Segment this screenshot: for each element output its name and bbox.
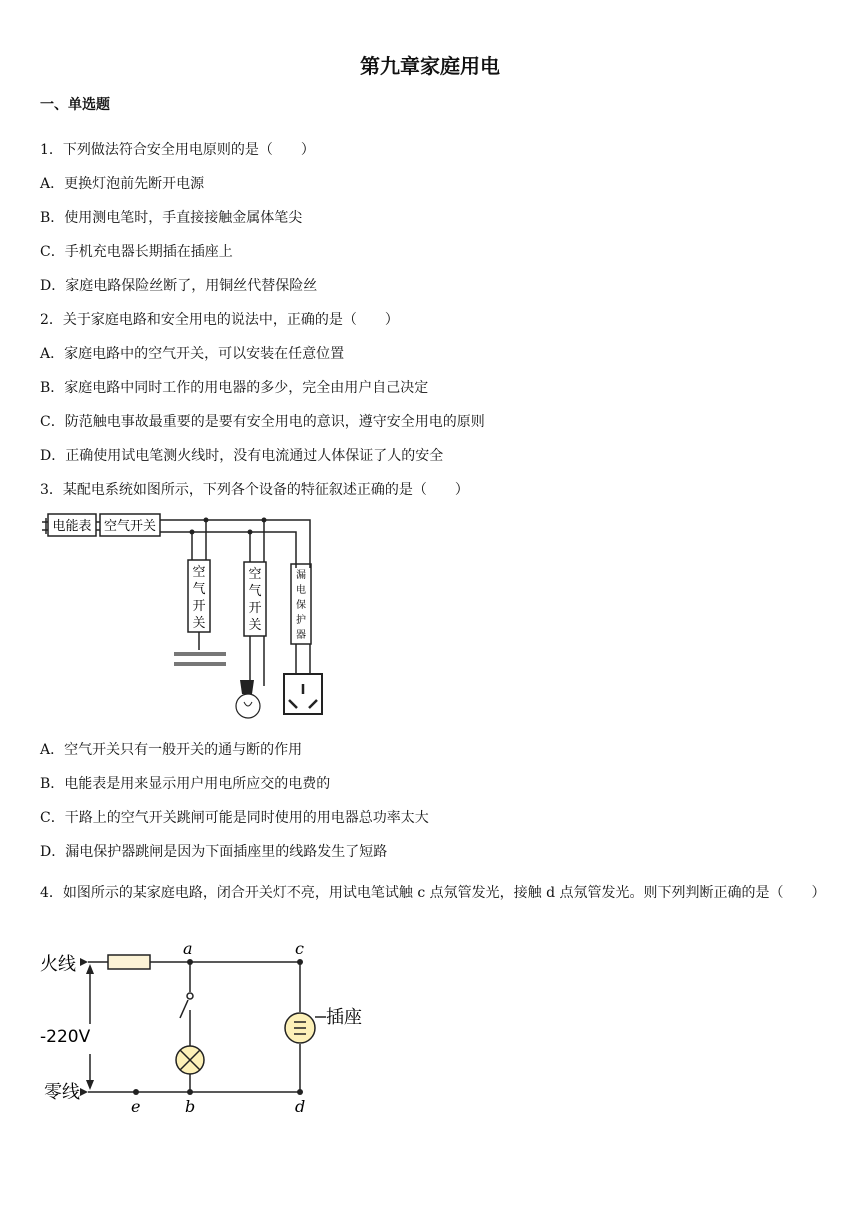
q3-branch1-char: 空: [192, 565, 206, 580]
q4-point-c: c: [295, 939, 304, 958]
q2-stem: 2．关于家庭电路和安全用电的说法中，正确的是（ ）: [40, 312, 399, 328]
q1-option-c: C．手机充电器长期插在插座上: [40, 244, 233, 260]
q4-live-label: 火线: [40, 954, 76, 975]
page-title: 第九章家庭用电: [360, 54, 500, 78]
q4-point-a: a: [183, 939, 193, 958]
q3-option-d: D．漏电保护器跳闸是因为下面插座里的线路发生了短路: [40, 844, 388, 860]
q3-branch2-char: 开: [248, 601, 262, 616]
q4-neutral-label: 零线: [44, 1082, 80, 1103]
q3-main-switch-label: 空气开关: [103, 519, 157, 534]
q3-branch3-char: 保: [296, 600, 306, 611]
q3-branch3-char: 电: [296, 585, 306, 596]
q3-branch1-char: 关: [192, 616, 206, 631]
q1-stem: 1．下列做法符合安全用电原则的是（ ）: [40, 142, 315, 158]
q4-socket-label: 插座: [326, 1007, 362, 1028]
q1-option-a: A．更换灯泡前先断开电源: [40, 176, 205, 192]
q2-option-c: C．防范触电事故最重要的是要有安全用电的意识，遵守安全用电的原则: [40, 414, 485, 430]
q3-option-b: B．电能表是用来显示用户用电所应交的电费的: [40, 776, 331, 792]
q4-circuit-figure: [36, 938, 376, 1118]
q3-branch3-char: 器: [296, 630, 306, 641]
q3-branch3-char: 漏: [296, 570, 306, 581]
q1-option-d: D．家庭电路保险丝断了，用铜丝代替保险丝: [40, 278, 318, 294]
q3-branch1-char: 开: [192, 599, 206, 614]
q1-option-b: B．使用测电笔时，手直接接触金属体笔尖: [40, 210, 303, 226]
q3-branch3-char: 护: [296, 615, 306, 626]
q3-option-a: A．空气开关只有一般开关的通与断的作用: [40, 742, 303, 758]
q3-branch2-char: 气: [248, 584, 262, 599]
q4-point-e: e: [131, 1097, 141, 1116]
q4-point-b: b: [185, 1097, 196, 1116]
q3-branch2-char: 关: [248, 618, 262, 633]
q3-option-c: C．干路上的空气开关跳闸可能是同时使用的用电器总功率太大: [40, 810, 429, 826]
q4-voltage-label: -220V: [40, 1027, 91, 1047]
q3-branch2-char: 空: [248, 567, 262, 582]
q4-point-d: d: [295, 1097, 306, 1116]
q3-distribution-figure: [40, 510, 340, 725]
q2-option-a: A．家庭电路中的空气开关，可以安装在任意位置: [40, 346, 345, 362]
q4-stem: 4．如图所示的某家庭电路，闭合开关灯不亮，用试电笔试触 c 点氖管发光，接触 d 点氖管发光。则下列判断正确的是（ ）: [40, 885, 826, 901]
q2-option-d: D．正确使用试电笔测火线时，没有电流通过人体保证了人的安全: [40, 448, 444, 464]
q3-branch1-char: 气: [192, 582, 206, 597]
q3-meter-label: 电能表: [52, 519, 92, 534]
q3-stem: 3．某配电系统如图所示，下列各个设备的特征叙述正确的是（ ）: [40, 482, 469, 498]
section-heading: 一、单选题: [40, 97, 110, 113]
q2-option-b: B．家庭电路中同时工作的用电器的多少，完全由用户自己决定: [40, 380, 429, 396]
